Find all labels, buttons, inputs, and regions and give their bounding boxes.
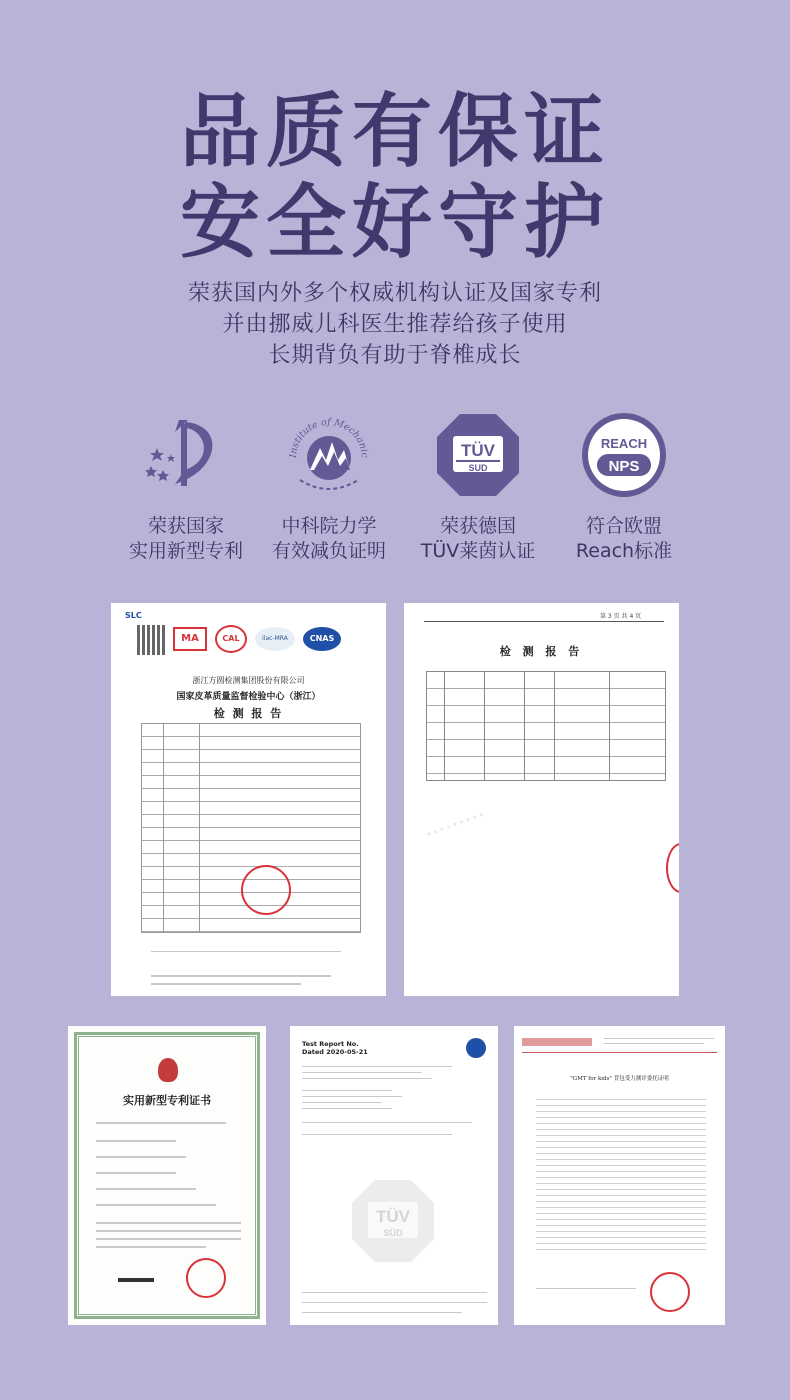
report-page-table: [426, 671, 666, 781]
tuv-mark-bottom: SUD: [468, 463, 488, 473]
cas-ring-text: Institute of Mechanic: [287, 416, 371, 459]
badge-patent-line2: 实用新型专利: [128, 540, 243, 562]
cas-letter-title: "GMT for kids" 背包受力测评委托证明: [570, 1076, 669, 1082]
institute-of-mechanics-cas-icon: [284, 410, 374, 500]
tuv-sud-icon: [433, 410, 523, 500]
description-line2: 并由挪威儿科医生推荐给孩子使用: [222, 312, 568, 337]
test-report-cover-image: [111, 603, 386, 996]
tuv-report-line1: Test Report No.: [302, 1040, 359, 1048]
report-page-title: 检 测 报 告: [499, 645, 584, 658]
badge-cas-line1: 中科院力学: [281, 515, 377, 537]
slc-logo: SLC: [125, 611, 142, 620]
tuv-watermark-bottom: SÜD: [383, 1228, 403, 1238]
cal-logo: CAL: [215, 625, 247, 653]
patent-title: 实用新型专利证书: [123, 1094, 211, 1107]
cas-letter-body: [536, 1094, 706, 1254]
tuv-watermark-icon: [348, 1176, 438, 1266]
patent-emblem-icon: [158, 1058, 178, 1082]
cnas-logo: CNAS: [303, 627, 341, 651]
qr-code: [137, 625, 167, 655]
ilac-logo: ilac-MRA: [255, 627, 295, 651]
patent-red-seal: [186, 1258, 226, 1298]
ma-logo: MA: [173, 627, 207, 651]
badge-reach-line1: 符合欧盟: [585, 515, 662, 537]
description-line3: 长期背负有助于脊椎成长: [268, 343, 522, 368]
headline-line2: 安全好守护: [180, 176, 610, 269]
cas-evaluation-letter-image: [514, 1026, 725, 1325]
tuv-watermark-top: TÜV: [376, 1207, 410, 1226]
patent-office-icon: [141, 410, 231, 500]
badge-patent: [111, 410, 261, 564]
patent-certificate-image: [68, 1026, 266, 1325]
tuv-small-logo: [466, 1038, 486, 1058]
red-seal-stamp: [241, 865, 291, 915]
badge-tuv-line2: TÜV莱茵认证: [420, 540, 536, 562]
badge-cas: [254, 410, 404, 564]
tuv-report-line2: Dated 2020-05-21: [302, 1048, 368, 1056]
badge-cas-line2: 有效减负证明: [271, 540, 386, 562]
tuv-mark-top: TÜV: [461, 441, 495, 460]
description-line1: 荣获国内外多个权威机构认证及国家专利: [187, 281, 602, 306]
badge-patent-line1: 荣获国家: [147, 515, 224, 537]
test-report-page-image: 第 3 页 共 4 页 检 测 报 告 ·········: [404, 603, 679, 996]
badge-reach: [549, 410, 699, 564]
cas-letterhead-logo: [522, 1038, 592, 1046]
reach-mark-bottom: NPS: [608, 458, 640, 475]
report-center: 国家皮革质量监督检验中心（浙江）: [176, 692, 321, 702]
cas-red-seal: [650, 1272, 690, 1312]
tuv-test-report-image: [290, 1026, 498, 1325]
reach-nps-icon: [579, 410, 669, 500]
reach-mark-top: REACH: [600, 436, 648, 451]
headline-line1: 品质有保证: [180, 85, 610, 178]
badge-tuv-line1: 荣获德国: [439, 515, 516, 537]
badge-tuv: [403, 410, 553, 564]
badge-reach-line2: Reach标准: [575, 540, 673, 562]
report-company: 浙江方圆检测集团股份有限公司: [192, 676, 305, 685]
report-title: 检 测 报 告: [213, 707, 284, 720]
red-seal-edge: [666, 843, 679, 893]
report-page-number: 第 3 页 共 4 页: [600, 613, 642, 620]
